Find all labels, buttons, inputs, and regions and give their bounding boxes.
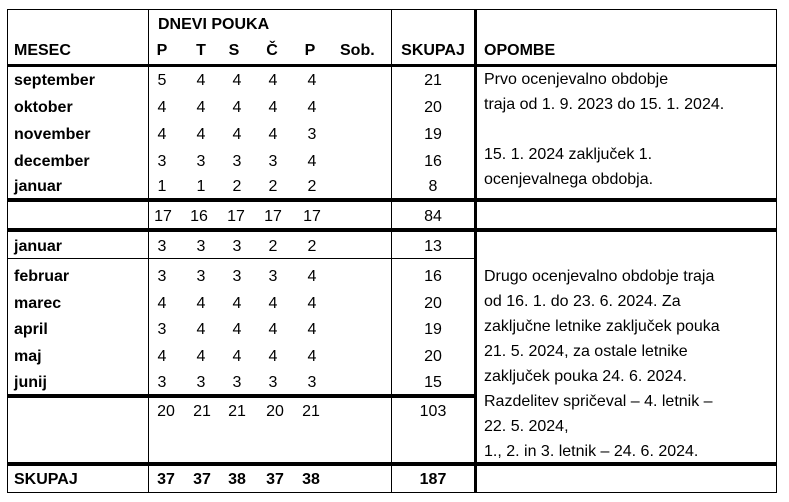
day-count: 3 — [157, 268, 167, 285]
day-count: 3 — [157, 153, 167, 170]
day-count: 3 — [268, 153, 278, 170]
month-label: april — [14, 321, 48, 338]
day-count: 3 — [307, 126, 317, 143]
day-count: 4 — [232, 295, 242, 312]
note-period-2: Drugo ocenjevalno obdobje traja od 16. 1. do 23. 6. 2024. Za zaključne letnike zaključek pouka 21. 5. 2024, za ostale letnike zaključek pouka 24. 6. 2024. Razdelitev spričeval – 4. letnik – 22. 5. 2024, 1., 2. in 3. letnik – 24. 6. 2024. — [484, 268, 720, 460]
month-label: september — [14, 72, 95, 89]
grand-total-count: 38 — [228, 471, 246, 488]
month-label: november — [14, 126, 91, 143]
day-count: 4 — [232, 99, 242, 116]
day-count: 3 — [157, 321, 167, 338]
header-day-tue: T — [196, 42, 206, 59]
month-label: februar — [14, 268, 70, 285]
header-dnevi-pouka: DNEVI POUKA — [158, 16, 270, 33]
day-count: 4 — [232, 72, 242, 89]
table-border — [7, 228, 777, 232]
day-count: 2 — [268, 178, 278, 195]
day-count: 3 — [157, 374, 167, 391]
month-total: 21 — [424, 72, 442, 89]
header-opombe: OPOMBE — [484, 42, 556, 59]
sum-count: 20 — [157, 403, 175, 420]
header-day-sat: Sob. — [340, 42, 375, 59]
day-count: 4 — [268, 99, 278, 116]
day-count: 3 — [268, 268, 278, 285]
sum-count: 17 — [264, 208, 282, 225]
sum-count: 17 — [303, 208, 321, 225]
day-count: 4 — [268, 321, 278, 338]
day-count: 3 — [232, 238, 242, 255]
day-count: 3 — [196, 153, 206, 170]
month-label: januar — [14, 178, 63, 195]
day-count: 4 — [232, 321, 242, 338]
month-total: 19 — [424, 126, 442, 143]
day-count: 4 — [196, 99, 206, 116]
day-count: 4 — [157, 99, 167, 116]
month-label: marec — [14, 295, 62, 312]
day-count: 4 — [307, 153, 317, 170]
day-count: 2 — [268, 238, 278, 255]
header-day-wed: S — [228, 42, 240, 59]
sum-count: 21 — [302, 403, 320, 420]
month-total: 19 — [424, 321, 442, 338]
day-count: 3 — [232, 268, 242, 285]
table-border — [474, 9, 477, 493]
day-count: 3 — [307, 374, 317, 391]
day-count: 3 — [232, 374, 242, 391]
day-count: 4 — [307, 348, 317, 365]
day-count: 4 — [196, 295, 206, 312]
day-count: 1 — [196, 178, 206, 195]
sum-count: 20 — [266, 403, 284, 420]
sum-count: 16 — [190, 208, 208, 225]
day-count: 5 — [157, 72, 167, 89]
day-count: 4 — [307, 321, 317, 338]
day-count: 4 — [196, 126, 206, 143]
month-total: 13 — [424, 238, 442, 255]
table-border — [7, 258, 477, 259]
month-total: 20 — [424, 99, 442, 116]
day-count: 3 — [232, 153, 242, 170]
sum-count: 17 — [154, 208, 172, 225]
header-day-mon: P — [156, 42, 168, 59]
table-border — [776, 9, 777, 493]
day-count: 4 — [157, 126, 167, 143]
month-label: junij — [14, 374, 47, 391]
month-total: 16 — [424, 153, 442, 170]
day-count: 2 — [232, 178, 242, 195]
day-count: 2 — [307, 178, 317, 195]
month-total: 20 — [424, 348, 442, 365]
day-count: 3 — [196, 374, 206, 391]
grand-total-count: 37 — [193, 471, 211, 488]
day-count: 4 — [307, 99, 317, 116]
table-border — [7, 9, 777, 10]
grand-total-label: SKUPAJ — [14, 471, 78, 488]
day-count: 4 — [196, 321, 206, 338]
day-count: 3 — [157, 238, 167, 255]
day-count: 4 — [232, 348, 242, 365]
sum-count: 21 — [193, 403, 211, 420]
table-border — [7, 394, 477, 398]
table-border — [7, 492, 777, 493]
day-count: 4 — [196, 348, 206, 365]
day-count: 1 — [157, 178, 167, 195]
grand-total-count: 38 — [302, 471, 320, 488]
month-label: december — [14, 153, 90, 170]
day-count: 4 — [307, 295, 317, 312]
day-count: 4 — [307, 72, 317, 89]
header-day-thu: Č — [266, 42, 278, 59]
day-count: 4 — [268, 295, 278, 312]
header-mesec: MESEC — [14, 42, 71, 59]
day-count: 3 — [196, 268, 206, 285]
table-border — [7, 198, 777, 202]
day-count: 4 — [232, 126, 242, 143]
grand-total-count: 37 — [157, 471, 175, 488]
header-skupaj: SKUPAJ — [401, 42, 465, 59]
day-count: 4 — [196, 72, 206, 89]
month-label: maj — [14, 348, 42, 365]
day-count: 3 — [196, 238, 206, 255]
header-day-fri: P — [304, 42, 316, 59]
day-count: 4 — [157, 348, 167, 365]
month-total: 20 — [424, 295, 442, 312]
month-total: 16 — [424, 268, 442, 285]
day-count: 4 — [268, 72, 278, 89]
table-border — [148, 9, 149, 493]
month-label: oktober — [14, 99, 73, 116]
sum-count: 17 — [227, 208, 245, 225]
day-count: 4 — [268, 348, 278, 365]
grand-total-sum: 187 — [419, 471, 447, 488]
day-count: 4 — [307, 268, 317, 285]
day-count: 4 — [268, 126, 278, 143]
month-total: 8 — [428, 178, 438, 195]
day-count: 4 — [157, 295, 167, 312]
grand-total-count: 37 — [266, 471, 284, 488]
sum-total: 84 — [424, 208, 442, 225]
month-label: januar — [14, 238, 63, 255]
note-period-1-end: 15. 1. 2024 zaključek 1. ocenjevalnega obdobja. — [484, 146, 654, 188]
day-count: 2 — [307, 238, 317, 255]
day-count: 3 — [268, 374, 278, 391]
note-period-1: Prvo ocenjevalno obdobje traja od 1. 9. 2023 do 15. 1. 2024. — [484, 71, 725, 113]
table-border — [7, 9, 8, 493]
sum-total: 103 — [419, 403, 447, 420]
sum-count: 21 — [228, 403, 246, 420]
month-total: 15 — [424, 374, 442, 391]
